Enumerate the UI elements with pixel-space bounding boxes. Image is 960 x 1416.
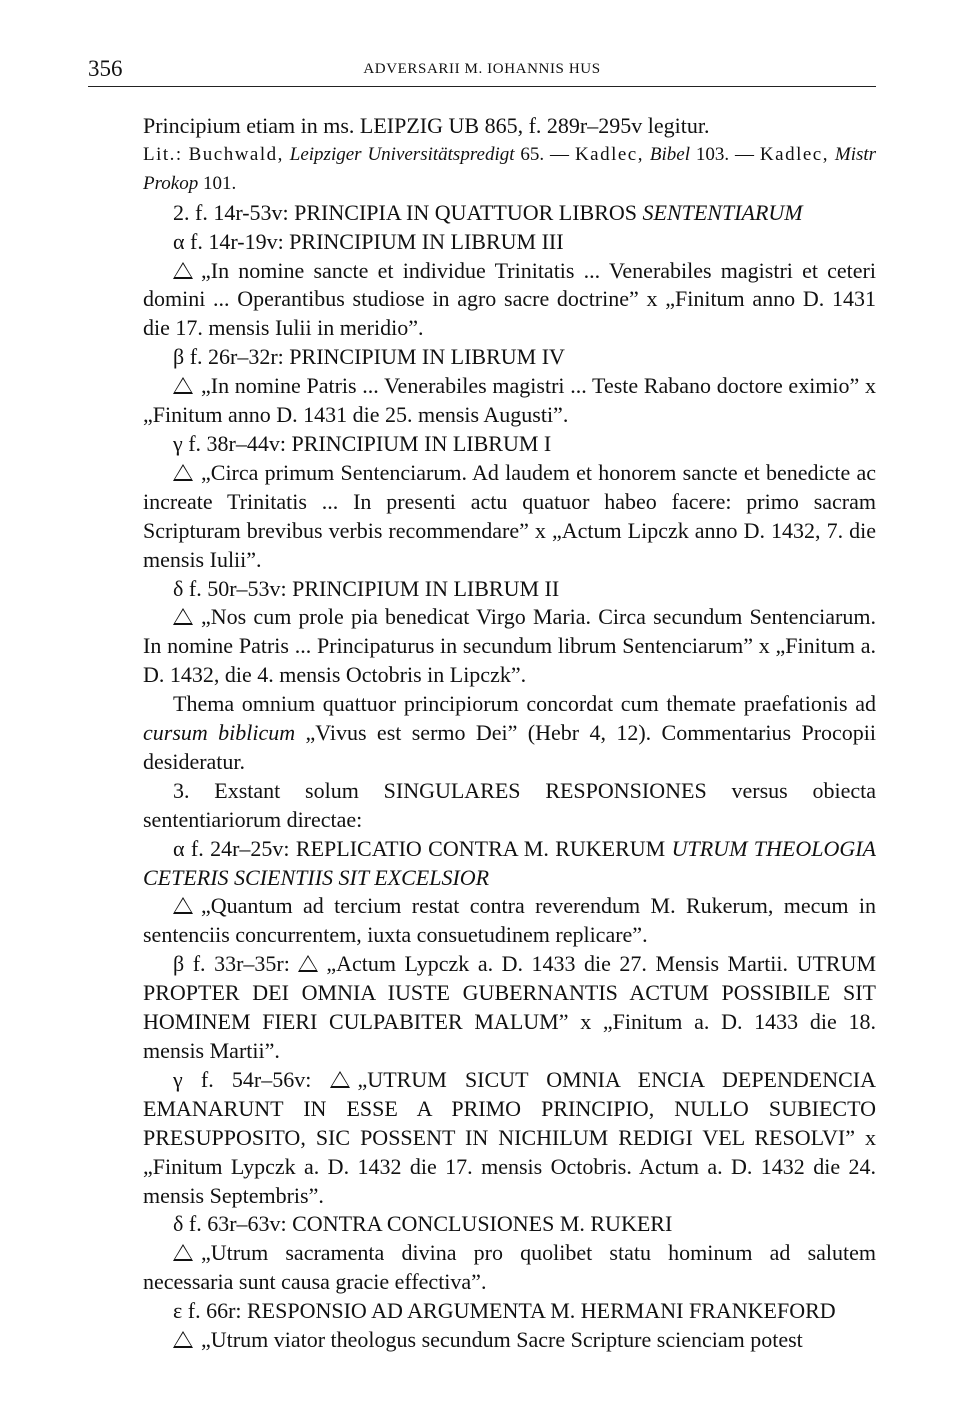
triangle-icon xyxy=(173,377,193,394)
section-2-heading: 2. f. 14r-53v: PRINCIPIA IN QUATTUOR LIBROS SENTENTIARUM xyxy=(173,199,803,225)
body-text xyxy=(143,112,876,1355)
item-beta-heading: β f. 26r–32r: PRINCIPIUM IN LIBRUM IV xyxy=(173,344,565,370)
item-beta-body: „In nomine Patris ... Venerabiles magistri ... Teste Rabano doctore eximio” x „Finitum anno D. 1431 die 25. mensis Augusti”. xyxy=(143,373,876,428)
page-number: 356 xyxy=(88,56,123,81)
resp-delta-heading: δ f. 63r–63v: CONTRA CONCLUSIONES M. RUKERI xyxy=(173,1211,673,1237)
triangle-icon xyxy=(173,262,193,279)
triangle-icon xyxy=(298,955,318,972)
item-alpha-body: „In nomine sancte et individue Trinitatis ... Venerabiles magistri et ceteri domini ... Operantibus studiose in agro sacre doctrine” x „Finitum anno D. 1431 die 17. mensis Iulii in meridio”. xyxy=(143,257,876,341)
triangle-icon xyxy=(173,608,193,625)
resp-alpha-body: „Quantum ad tercium restat contra reverendum M. Rukerum, mecum in sentenciis concurrentem, iuxta consuetudinem replicare”. xyxy=(143,893,876,948)
running-head: ADVERSARII M. IOHANNIS HUS xyxy=(363,61,601,77)
resp-gamma-paragraph: γ f. 54r–56v: „UTRUM SICUT OMNIA ENCIA DEPENDENCIA EMANARUNT IN ESSE A PRIMO PRINCIPIO, NULLO SUBIECTO PRESUPPOSITO, SIC POSSENT IN NICHILUM REDIGI VEL RESOLVI” x „Finitum Lypczk a. D. 1432 die 17. mensis Octobris. Actum a. D. 1432 die 24. mensis Septembris”. xyxy=(143,1066,876,1208)
triangle-icon xyxy=(330,1071,350,1088)
paragraph-leipzig: Principium etiam in ms. LEIPZIG UB 865, f. 289r–295v legitur. xyxy=(143,113,710,138)
triangle-icon xyxy=(173,897,193,914)
thema-paragraph: Thema omnium quattuor principiorum concordat cum themate praefationis ad cursum biblicum „Vivus est sermo Dei” (Hebr 4, 12). Commentarius Procopii desideratur. xyxy=(143,691,877,774)
item-gamma-heading: γ f. 38r–44v: PRINCIPIUM IN LIBRUM I xyxy=(173,430,552,456)
section-3-heading: 3. Exstant solum SINGULARES RESPONSIONES versus obiecta sententiariorum directae: xyxy=(143,777,876,832)
literature-line: Lit.: Buchwald, Leipziger Universitätspredigt 65. — Kadlec, Bibel 103. — Kadlec, Mistr Prokop 101. xyxy=(143,143,877,194)
item-alpha-heading: α f. 14r-19v: PRINCIPIUM IN LIBRUM III xyxy=(173,228,564,254)
page-header xyxy=(88,50,876,87)
item-delta-heading: δ f. 50r–53v: PRINCIPIUM IN LIBRUM II xyxy=(173,575,560,601)
resp-alpha-heading: α f. 24r–25v: REPLICATIO CONTRA M. RUKERUM UTRUM THEOLOGIA CETERIS SCIENTIIS SIT EXCELSIOR xyxy=(143,835,876,890)
resp-beta-paragraph: β f. 33r–35r: „Actum Lypczk a. D. 1433 die 27. Mensis Martii. UTRUM PROPTER DEI OMNIA IUSTE GUBERNANTIS ACTUM POSSIBILE SIT HOMINEM FIERI CULPABITER MALUM” x „Finitum a. D. 1433 die 18. mensis Martii”. xyxy=(143,951,876,1063)
item-delta-body: „Nos cum prole pia benedicat Virgo Maria. Circa secundum Sentenciarum. In nomine Patris ... Principaturus in secundum librum Sentenciarum” x „Finitum a. D. 1432, die 4. mensis Octobris in Lipczk”. xyxy=(143,604,876,688)
item-gamma-body: „Circa primum Sentenciarum. Ad laudem et honorem sancte et benedicte ac increate Trinitatis ... In presenti actu quatuor habeo facere: primo sacram Scripturam brevibus verbis recommendare” x „Actum Lipczk anno D. 1432, 7. die mensis Iulii”. xyxy=(143,459,876,572)
resp-epsilon-body: „Utrum viator theologus secundum Sacre Scripture scienciam potest xyxy=(143,1326,876,1355)
resp-epsilon-heading: ε f. 66r: RESPONSIO AD ARGUMENTA M. HERMANI FRANKEFORD xyxy=(173,1298,836,1324)
triangle-icon xyxy=(173,1244,193,1261)
resp-delta-body: „Utrum sacramenta divina pro quolibet statu hominum ad salutem necessaria sunt causa gracie effectiva”. xyxy=(143,1240,876,1295)
triangle-icon xyxy=(173,464,193,481)
triangle-icon xyxy=(173,1331,193,1348)
